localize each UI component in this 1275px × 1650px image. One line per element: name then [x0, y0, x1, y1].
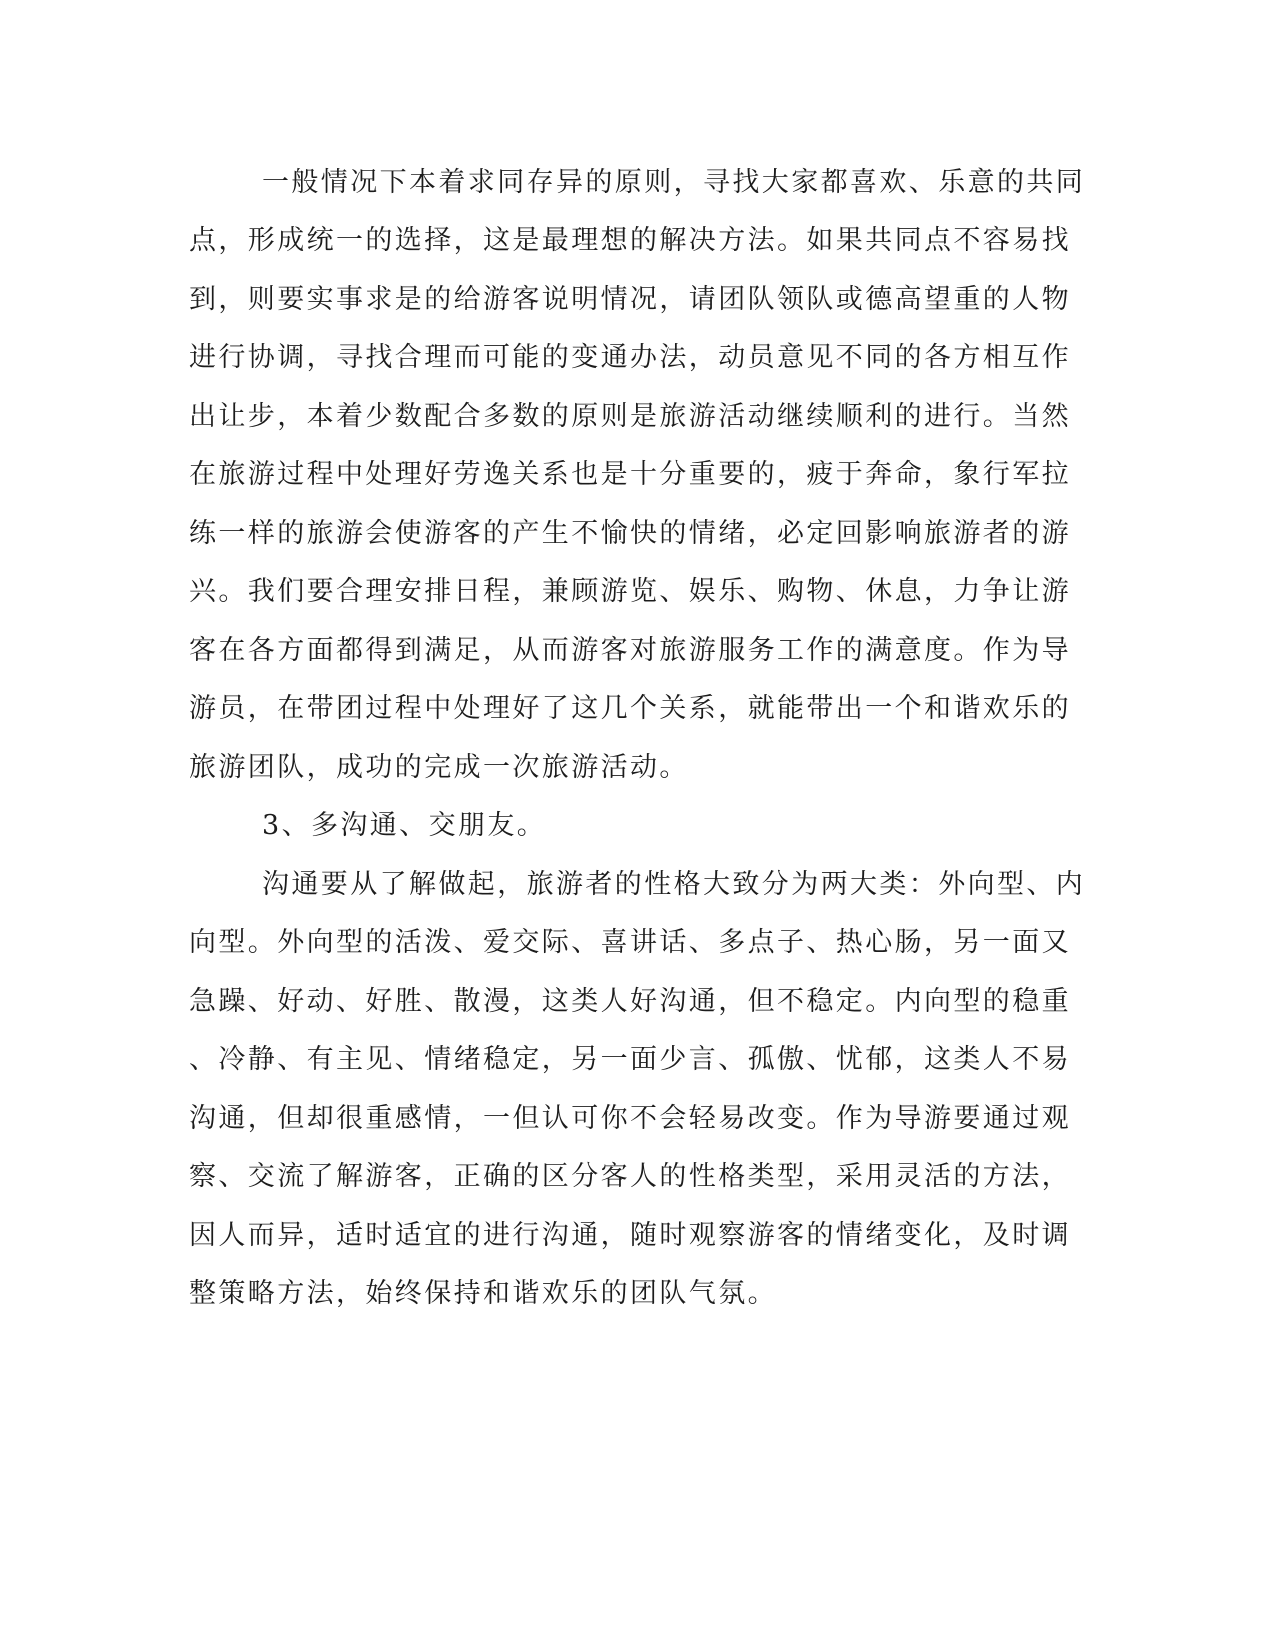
paragraph-line: 到，则要实事求是的给游客说明情况，请团队领队或德高望重的人物: [189, 284, 1071, 315]
paragraph-line: 察、交流了解游客，正确的区分客人的性格类型，采用灵活的方法，: [189, 1161, 1071, 1192]
paragraph-line: 急躁、好动、好胜、散漫，这类人好沟通，但不稳定。内向型的稳重: [189, 986, 1071, 1017]
paragraph-line: 进行协调，寻找合理而可能的变通办法，动员意见不同的各方相互作: [189, 342, 1071, 373]
section-heading: 3、多沟通、交朋友。: [262, 810, 547, 841]
paragraph-line: 练一样的旅游会使游客的产生不愉快的情绪，必定回影响旅游者的游: [189, 518, 1071, 549]
paragraph-line: 、冷静、有主见、情绪稳定，另一面少言、孤傲、忧郁，这类人不易: [189, 1044, 1071, 1075]
paragraph-line: 在旅游过程中处理好劳逸关系也是十分重要的，疲于奔命，象行军拉: [189, 459, 1071, 490]
paragraph-line: 整策略方法，始终保持和谐欢乐的团队气氛。: [189, 1278, 777, 1309]
paragraph-line: 沟通，但却很重感情，一但认可你不会轻易改变。作为导游要通过观: [189, 1103, 1071, 1134]
paragraph-line: 旅游团队，成功的完成一次旅游活动。: [189, 752, 689, 783]
paragraph-line: 出让步，本着少数配合多数的原则是旅游活动继续顺利的进行。当然: [189, 401, 1071, 432]
paragraph-line: 因人而异，适时适宜的进行沟通，随时观察游客的情绪变化，及时调: [189, 1220, 1071, 1251]
paragraph-line: 沟通要从了解做起，旅游者的性格大致分为两大类：外向型、内: [262, 869, 1086, 900]
paragraph-line: 兴。我们要合理安排日程，兼顾游览、娱乐、购物、休息，力争让游: [189, 576, 1071, 607]
paragraph-line: 游员，在带团过程中处理好了这几个关系，就能带出一个和谐欢乐的: [189, 693, 1071, 724]
paragraph-line: 向型。外向型的活泼、爱交际、喜讲话、多点子、热心肠，另一面又: [189, 927, 1071, 958]
paragraph-line: 客在各方面都得到满足，从而游客对旅游服务工作的满意度。作为导: [189, 635, 1071, 666]
paragraph-line: 一般情况下本着求同存异的原则，寻找大家都喜欢、乐意的共同: [262, 167, 1086, 198]
paragraph-line: 点，形成统一的选择，这是最理想的解决方法。如果共同点不容易找: [189, 225, 1071, 256]
